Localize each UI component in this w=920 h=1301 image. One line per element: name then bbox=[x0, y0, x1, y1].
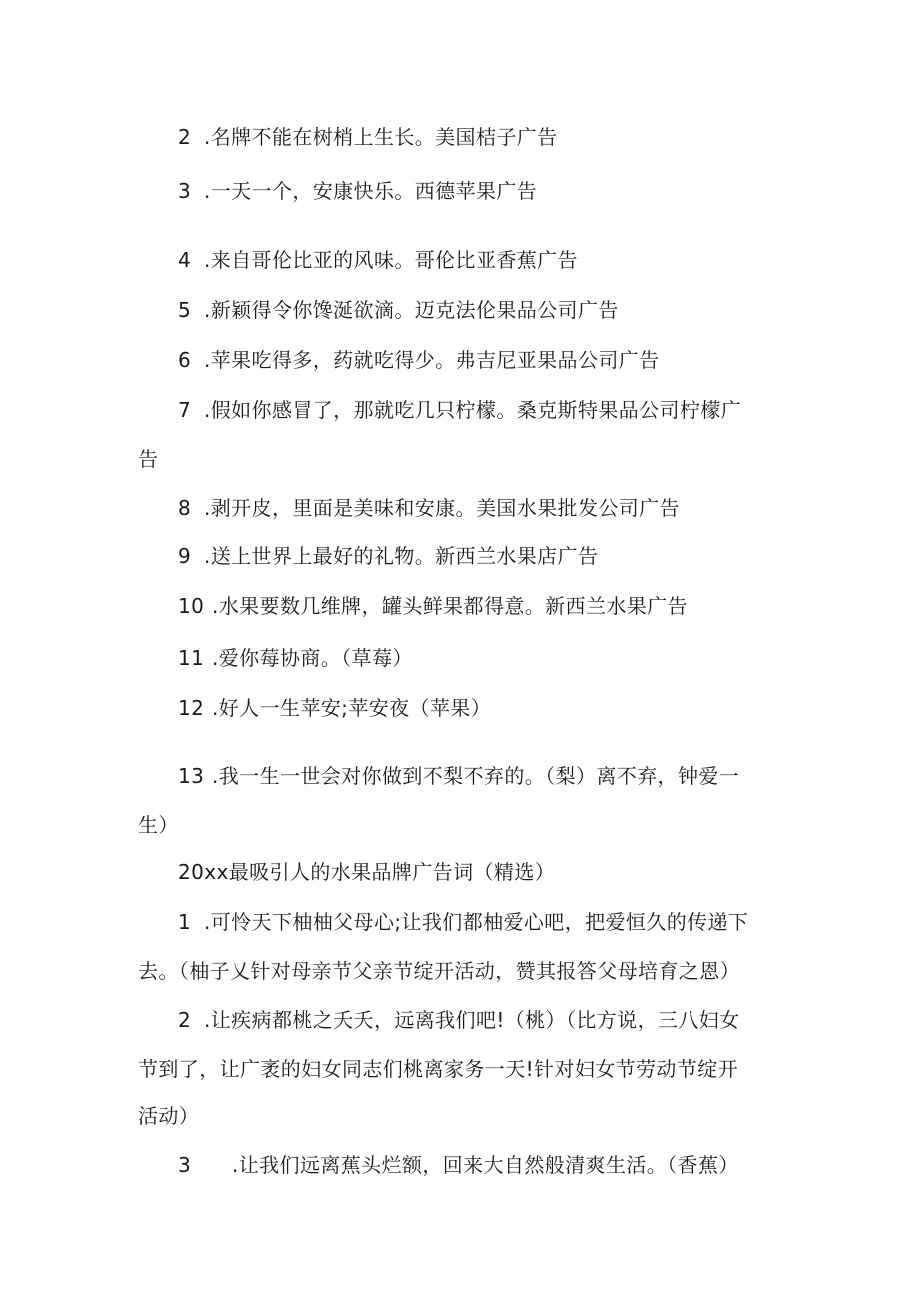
item-number: 13 bbox=[178, 764, 205, 788]
item-text: .好人一生苹安;苹安夜（苹果） bbox=[212, 696, 492, 720]
list-item bbox=[178, 496, 828, 520]
item-number: 6 bbox=[178, 348, 192, 372]
item-number: 2 bbox=[178, 1008, 192, 1032]
list-item bbox=[178, 1153, 828, 1177]
item-text: .让我们远离蕉头烂额，回来大自然般清爽生活。（香蕉） bbox=[232, 1153, 739, 1177]
item-number: 4 bbox=[178, 248, 192, 272]
list-item-continuation: 告 bbox=[138, 447, 159, 471]
item-number: 7 bbox=[178, 398, 192, 422]
list-item-continuation: 节到了，让广袤的妇女同志们桃离家务一天!针对妇女节劳动节绽开 bbox=[138, 1057, 739, 1081]
item-number: 11 bbox=[178, 646, 205, 670]
list-item bbox=[178, 646, 828, 670]
item-text: .爱你莓协商。（草莓） bbox=[212, 646, 413, 670]
item-text: .新颖得令你馋涎欲滴。迈克法伦果品公司广告 bbox=[204, 298, 619, 322]
item-text: .水果要数几维牌，罐头鲜果都得意。新西兰水果广告 bbox=[212, 594, 688, 618]
list-item bbox=[178, 696, 828, 720]
list-item bbox=[178, 248, 828, 272]
item-number: 3 bbox=[178, 179, 192, 203]
list-item bbox=[178, 298, 828, 322]
list-item-continuation: 去。（柚子乂针对母亲节父亲节绽开活动，赞其报答父母培育之恩） bbox=[138, 959, 740, 983]
list-item bbox=[178, 764, 828, 788]
list-item bbox=[178, 125, 828, 149]
item-text: .来自哥伦比亚的风味。哥伦比亚香蕉广告 bbox=[204, 248, 578, 272]
item-text: .送上世界上最好的礼物。新西兰水果店广告 bbox=[204, 544, 599, 568]
item-text: .假如你感冒了，那就吃几只柠檬。桑克斯特果品公司柠檬广 bbox=[204, 398, 742, 422]
item-number: 9 bbox=[178, 544, 192, 568]
item-text: .我一生一世会对你做到不梨不弃的。（梨）离不弃，钟爱一 bbox=[212, 764, 740, 788]
item-number: 10 bbox=[178, 594, 205, 618]
list-item bbox=[178, 594, 828, 618]
item-number: 2 bbox=[178, 125, 192, 149]
list-item bbox=[178, 1008, 828, 1032]
item-number: 3 bbox=[178, 1153, 192, 1177]
item-number: 5 bbox=[178, 298, 192, 322]
item-text: .可怜天下柚柚父母心;让我们都柚爱心吧，把爱恒久的传递下 bbox=[204, 910, 749, 934]
list-item bbox=[178, 398, 828, 422]
section-heading: 20xx最吸引人的水果品牌广告词（精选） bbox=[178, 860, 556, 884]
list-item-continuation: 生） bbox=[138, 813, 179, 837]
item-number: 1 bbox=[178, 910, 192, 934]
item-number: 12 bbox=[178, 696, 205, 720]
item-text: .一天一个，安康快乐。西德苹果广告 bbox=[204, 179, 538, 203]
list-item bbox=[178, 348, 828, 372]
item-text: .名牌不能在树梢上生长。美国桔子广告 bbox=[204, 125, 558, 149]
item-text: .苹果吃得多，药就吃得少。弗吉尼亚果品公司广告 bbox=[204, 348, 660, 372]
item-text: .剥开皮，里面是美味和安康。美国水果批发公司广告 bbox=[204, 496, 680, 520]
list-item bbox=[178, 544, 828, 568]
list-item bbox=[178, 179, 828, 203]
item-number: 8 bbox=[178, 496, 192, 520]
list-item bbox=[178, 910, 828, 934]
item-text: .让疾病都桃之夭夭，远离我们吧!（桃）（比方说，三八妇女 bbox=[204, 1008, 740, 1032]
list-item-continuation: 活动） bbox=[138, 1104, 200, 1128]
